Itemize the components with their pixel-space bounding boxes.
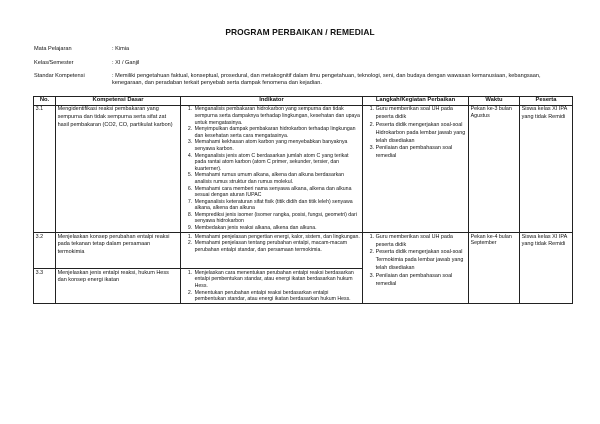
list-item: 2. Menentukan perubahan entalpi reaksi berdasarkan entalpi pembentukan standar, atau energi ikatan berdasarkan hukum Hess. (194, 290, 361, 303)
time-text: Pekan ke-3 bulan Agustus (469, 105, 520, 232)
list-item: 1. Guru memberikan soal UH pada peserta didik (376, 234, 467, 250)
indicator-cell (181, 269, 363, 304)
header-no: No. (34, 97, 56, 106)
steps-cell (363, 105, 469, 232)
time-text: Pekan ke-4 bulan September (469, 233, 520, 304)
list-item: 2. Peserta didik mengerjakan soal-soal Termokimia pada lembar jawab yang telah disediakan (376, 249, 467, 272)
indicator-list (183, 106, 361, 231)
header-participants: Peserta (520, 97, 573, 106)
list-item: 4. Menganalisis jenis atom C berdasarkan jumlah atom C yang terikat pada rantai atom karbon (atom C primer, sekunder, tersier, dan kuarterner). (194, 153, 361, 173)
list-item: 6. Memahami cara memberi nama senyawa alkana, alkena dan alkuna sesuai dengan aturan IUPAC (194, 186, 361, 199)
table-header-row (34, 97, 573, 106)
list-item: 7. Menganalisis keteraturan sifat fisik (titik didih dan titik leleh) senyawa alkana, alkena dan alkuna (194, 199, 361, 212)
standard-value: : Memiliki pengetahuan faktual, konseptual, prosedural, dan metakognitif dalam ilmu pengetahuan, teknologi, seni, dan budaya dengan wawasan kemanusiaan, kebangsaan, kenegaraan, dan peradaban terkait penyebab serta dampak fenomena dan kejadian. (112, 73, 541, 87)
header-time: Waktu (469, 97, 520, 106)
standard-label: Standar Kompetensi (34, 73, 85, 79)
class-value: : XI / Ganjil (112, 60, 140, 66)
list-item: 2. Peserta didik mengerjakan soal-soal Hidrokarbon pada lembar jawab yang telah disediakan (376, 122, 467, 145)
steps-cell (363, 233, 469, 304)
table-row (34, 233, 573, 269)
indicator-list (183, 270, 361, 303)
table-row (34, 105, 573, 232)
list-item: 5. Memahami rumus umum alkana, alkena dan alkuna berdasarkan analisis rumus struktur dan rumus molekul. (194, 172, 361, 185)
document-title: PROGRAM PERBAIKAN / REMEDIAL (225, 27, 375, 37)
list-item: 3. Memahami kekhasan atom karbon yang menyebabkan banyaknya senyawa karbon. (194, 139, 361, 152)
class-label: Kelas/Semester (34, 60, 74, 66)
remedial-table (33, 96, 573, 304)
header-indicator: Indikator (181, 97, 363, 106)
steps-list (365, 234, 467, 289)
row-number: 3.3 (34, 269, 56, 304)
competence-text: Menjelaskan jenis entalpi reaksi, hukum Hess dan konsep energi ikatan (56, 269, 181, 304)
indicator-list (183, 234, 361, 254)
list-item: 8. Memprediksi jenis isomer (isomer rangka, posisi, fungsi, geometri) dari senyawa hidrokarbon (194, 212, 361, 225)
list-item: 9. Membedakan jenis reaksi alkana, alkena dan alkuna. (194, 225, 361, 232)
competence-text: Menjelaskan konsep perubahan entalpi reaksi pada tekanan tetap dalam persamaan termokimia (56, 233, 181, 269)
list-item: 1. Menganalisis pembakaran hidrokarbon yang sempurna dan tidak sempurna serta dampaknya terhadap lingkungan, kesehatan dan upaya untuk mengatasinya. (194, 106, 361, 126)
header-competence: Kompetensi Dasar (56, 97, 181, 106)
list-item: 3. Penilaian dan pembahasan soal remedial (376, 145, 467, 161)
row-number: 3.1 (34, 105, 56, 232)
subject-label: Mata Pelajaran (34, 46, 72, 52)
list-item: 2. Memahami penjelasan tentang perubahan entalpi, macam-macam perubahan entalpi standar, dan persamaan termokimia. (194, 240, 361, 253)
participants-text: Siswa kelas XI IPA yang tidak Remidi (520, 233, 573, 304)
indicator-cell (181, 105, 363, 232)
steps-list (365, 106, 467, 161)
list-item: 1. Memahami penjelasan pengertian energi, kalor, sistem, dan lingkungan. (194, 234, 361, 241)
indicator-cell (181, 233, 363, 269)
list-item: 1. Guru memberikan soal UH pada peserta didik (376, 106, 467, 122)
list-item: 1. Menjelaskan cara menentukan perubahan entalpi reaksi berdasarkan entalpi pembentukan standar, atau energi ikatan berdasarkan hukum Hess. (194, 270, 361, 290)
header-steps: Langkah/Kegiatan Perbaikan (363, 97, 469, 106)
participants-text: Siswa kelas XI IPA yang tidak Remidi (520, 105, 573, 232)
list-item: 3. Penilaian dan pembahasan soal remedial (376, 273, 467, 289)
list-item: 2. Menyimpulkan dampak pembakaran hidrokarbon terhadap lingkungan dan kesehatan serta cara mengatasinya. (194, 126, 361, 139)
subject-value: : Kimia (112, 46, 130, 52)
competence-text: Mengidentifikasi reaksi pembakaran yang sempurna dan tidak sempurna serta sifat zat hasil pembakaran (CO2, CO, partikulat karbon) (56, 105, 181, 232)
row-number: 3.2 (34, 233, 56, 269)
